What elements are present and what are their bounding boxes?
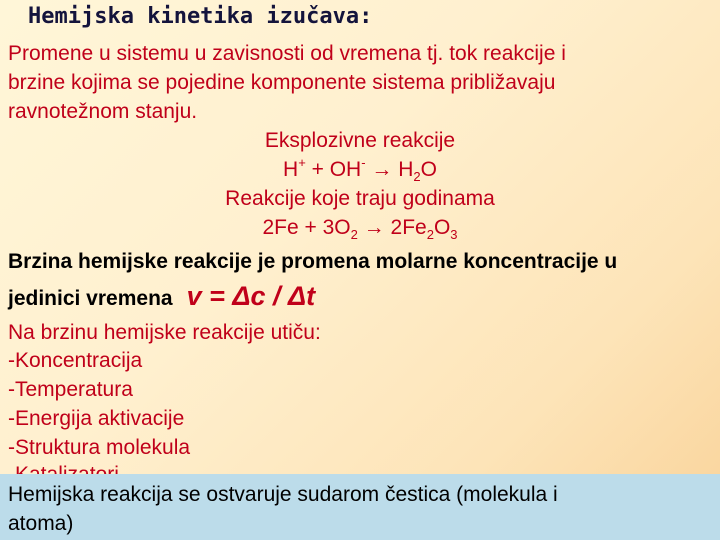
footer-note xyxy=(0,474,720,540)
equation-iron-oxide: $2Fe + 3O_2 \to 2Fe_2O_3$ xyxy=(262,216,458,242)
factors-title: Na brzinu hemijske reakcije utiču: xyxy=(8,321,321,344)
intro-line-1: Promene u sistemu u zavisnosti od vremena tj. tok reakcije i xyxy=(8,42,566,65)
explosive-label: Eksplozivne reakcije xyxy=(264,129,456,152)
slow-label: Reakcije koje traju godinama xyxy=(225,187,495,210)
factor-item: -Temperatura xyxy=(8,378,133,401)
factor-item: -Struktura molekula xyxy=(8,436,191,459)
rate-definition-line-2: jedinici vremena v = Δc / Δt xyxy=(8,281,316,311)
footer-line-2: atoma) xyxy=(8,512,74,535)
intro-line-2: brzine kojima se pojedine komponente sistema približavaju xyxy=(8,71,556,94)
rate-formula: v = Δc / Δt xyxy=(186,281,316,311)
intro-line-3: ravnotežnom stanju. xyxy=(8,100,198,123)
slide-title: Hemijska kinetika izučava: xyxy=(28,4,373,29)
factor-item: -Energija aktivacije xyxy=(8,407,185,430)
factor-item: -Koncentracija xyxy=(8,349,143,372)
rate-definition-line-1: Brzina hemijske reakcije je promena molarne koncentracije u xyxy=(8,250,618,273)
footer-line-1: Hemijska reakcija se ostvaruje sudarom čestica (molekula i xyxy=(8,483,558,506)
equation-water: $H^+ + OH^- \to H_2O$ xyxy=(283,155,437,184)
